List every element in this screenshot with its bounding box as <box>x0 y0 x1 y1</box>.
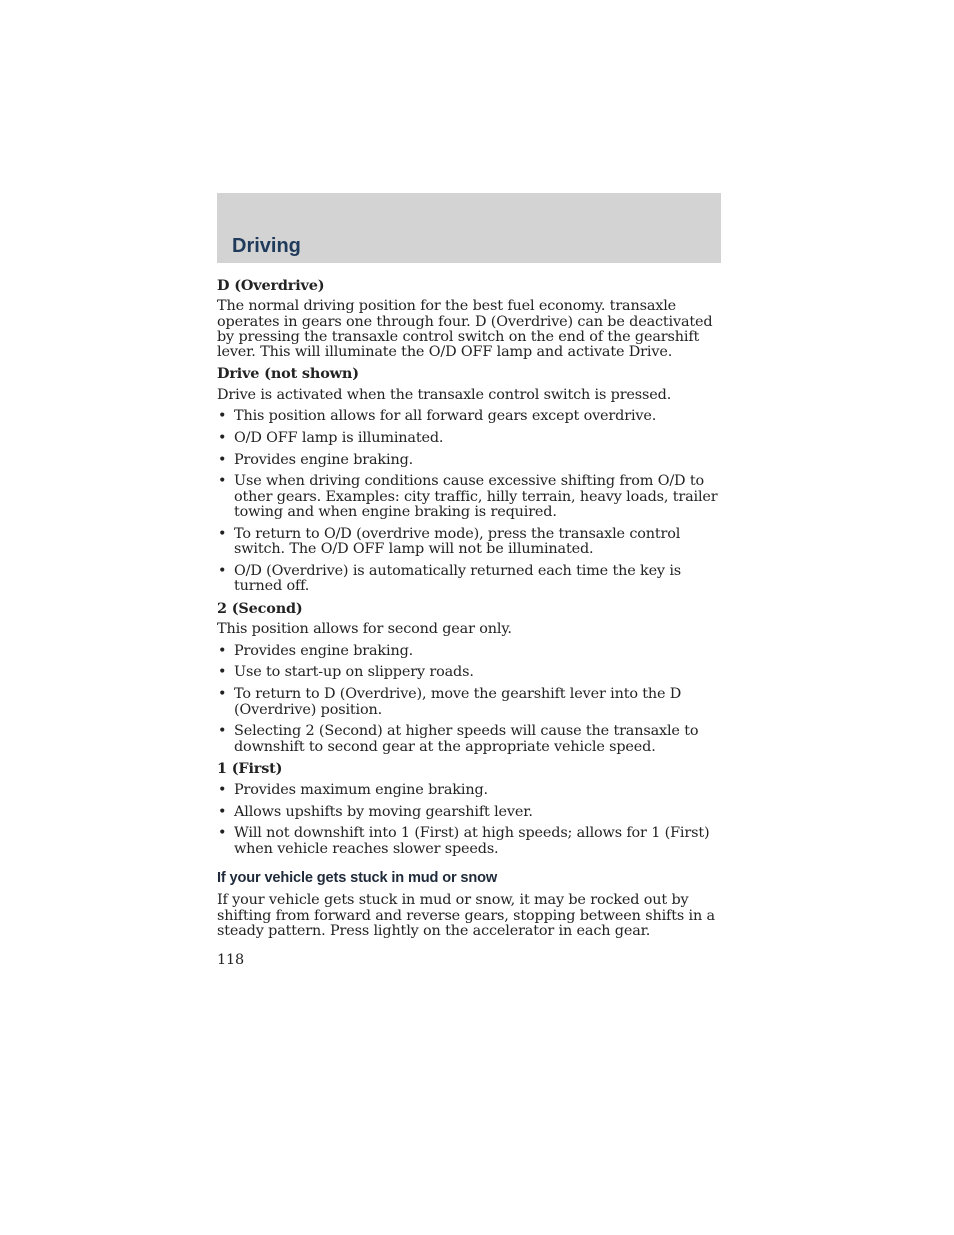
list-item: • This position allows for all forward gears except overdrive. <box>217 409 723 424</box>
heading-second: 2 (Second) <box>217 600 303 618</box>
list-item: • Allows upshifts by moving gearshift lever. <box>217 805 723 820</box>
paragraph-overdrive: The normal driving position for the best fuel economy. transaxle operates in gears one through four. D (Overdrive) can be deactivated by pressing the transaxle control switch on the end of the gearshift lever. This will illuminate the O/D OFF lamp and activate Drive. <box>217 298 713 361</box>
paragraph-stuck-in-mud-or-snow: If your vehicle gets stuck in mud or snow, it may be rocked out by shifting from forward and reverse gears, stopping between shifts in a steady pattern. Press lightly on the accelerator in each gear. <box>217 892 715 939</box>
list-item: • Provides engine braking. <box>217 644 723 659</box>
list-item: • Use when driving conditions cause excessive shifting from O/D to other gears. Examples: city traffic, hilly terrain, heavy loads, trailer towing and when engine braking is required. <box>217 474 723 520</box>
list-item: • Provides engine braking. <box>217 453 723 468</box>
list-item: • Provides maximum engine braking. <box>217 783 723 798</box>
page-content <box>217 276 723 968</box>
heading-first: 1 (First) <box>217 760 283 778</box>
list-item: • To return to O/D (overdrive mode), press the transaxle control switch. The O/D OFF lamp will not be illuminated. <box>217 527 723 558</box>
list-item: • Selecting 2 (Second) at higher speeds will cause the transaxle to downshift to second gear at the appropriate vehicle speed. <box>217 724 723 755</box>
section-header-band <box>217 193 721 263</box>
page-number: 118 <box>217 952 245 969</box>
list-item: • Use to start-up on slippery roads. <box>217 665 723 680</box>
list-item: • O/D OFF lamp is illuminated. <box>217 431 723 446</box>
list-item: • Will not downshift into 1 (First) at high speeds; allows for 1 (First) when vehicle reaches slower speeds. <box>217 826 723 857</box>
paragraph-drive: Drive is activated when the transaxle control switch is pressed. <box>217 386 672 403</box>
heading-stuck-in-mud-or-snow: If your vehicle gets stuck in mud or snow <box>217 869 498 886</box>
paragraph-second: This position allows for second gear only. <box>217 621 512 638</box>
heading-overdrive: D (Overdrive) <box>217 277 325 294</box>
section-title: Driving <box>232 235 301 257</box>
bullet-list-second <box>217 644 723 755</box>
heading-drive: Drive (not shown) <box>217 365 359 383</box>
bullet-list-drive <box>217 409 723 594</box>
list-item: • O/D (Overdrive) is automatically returned each time the key is turned off. <box>217 564 723 595</box>
bullet-list-first <box>217 783 723 857</box>
list-item: • To return to D (Overdrive), move the gearshift lever into the D (Overdrive) position. <box>217 687 723 718</box>
